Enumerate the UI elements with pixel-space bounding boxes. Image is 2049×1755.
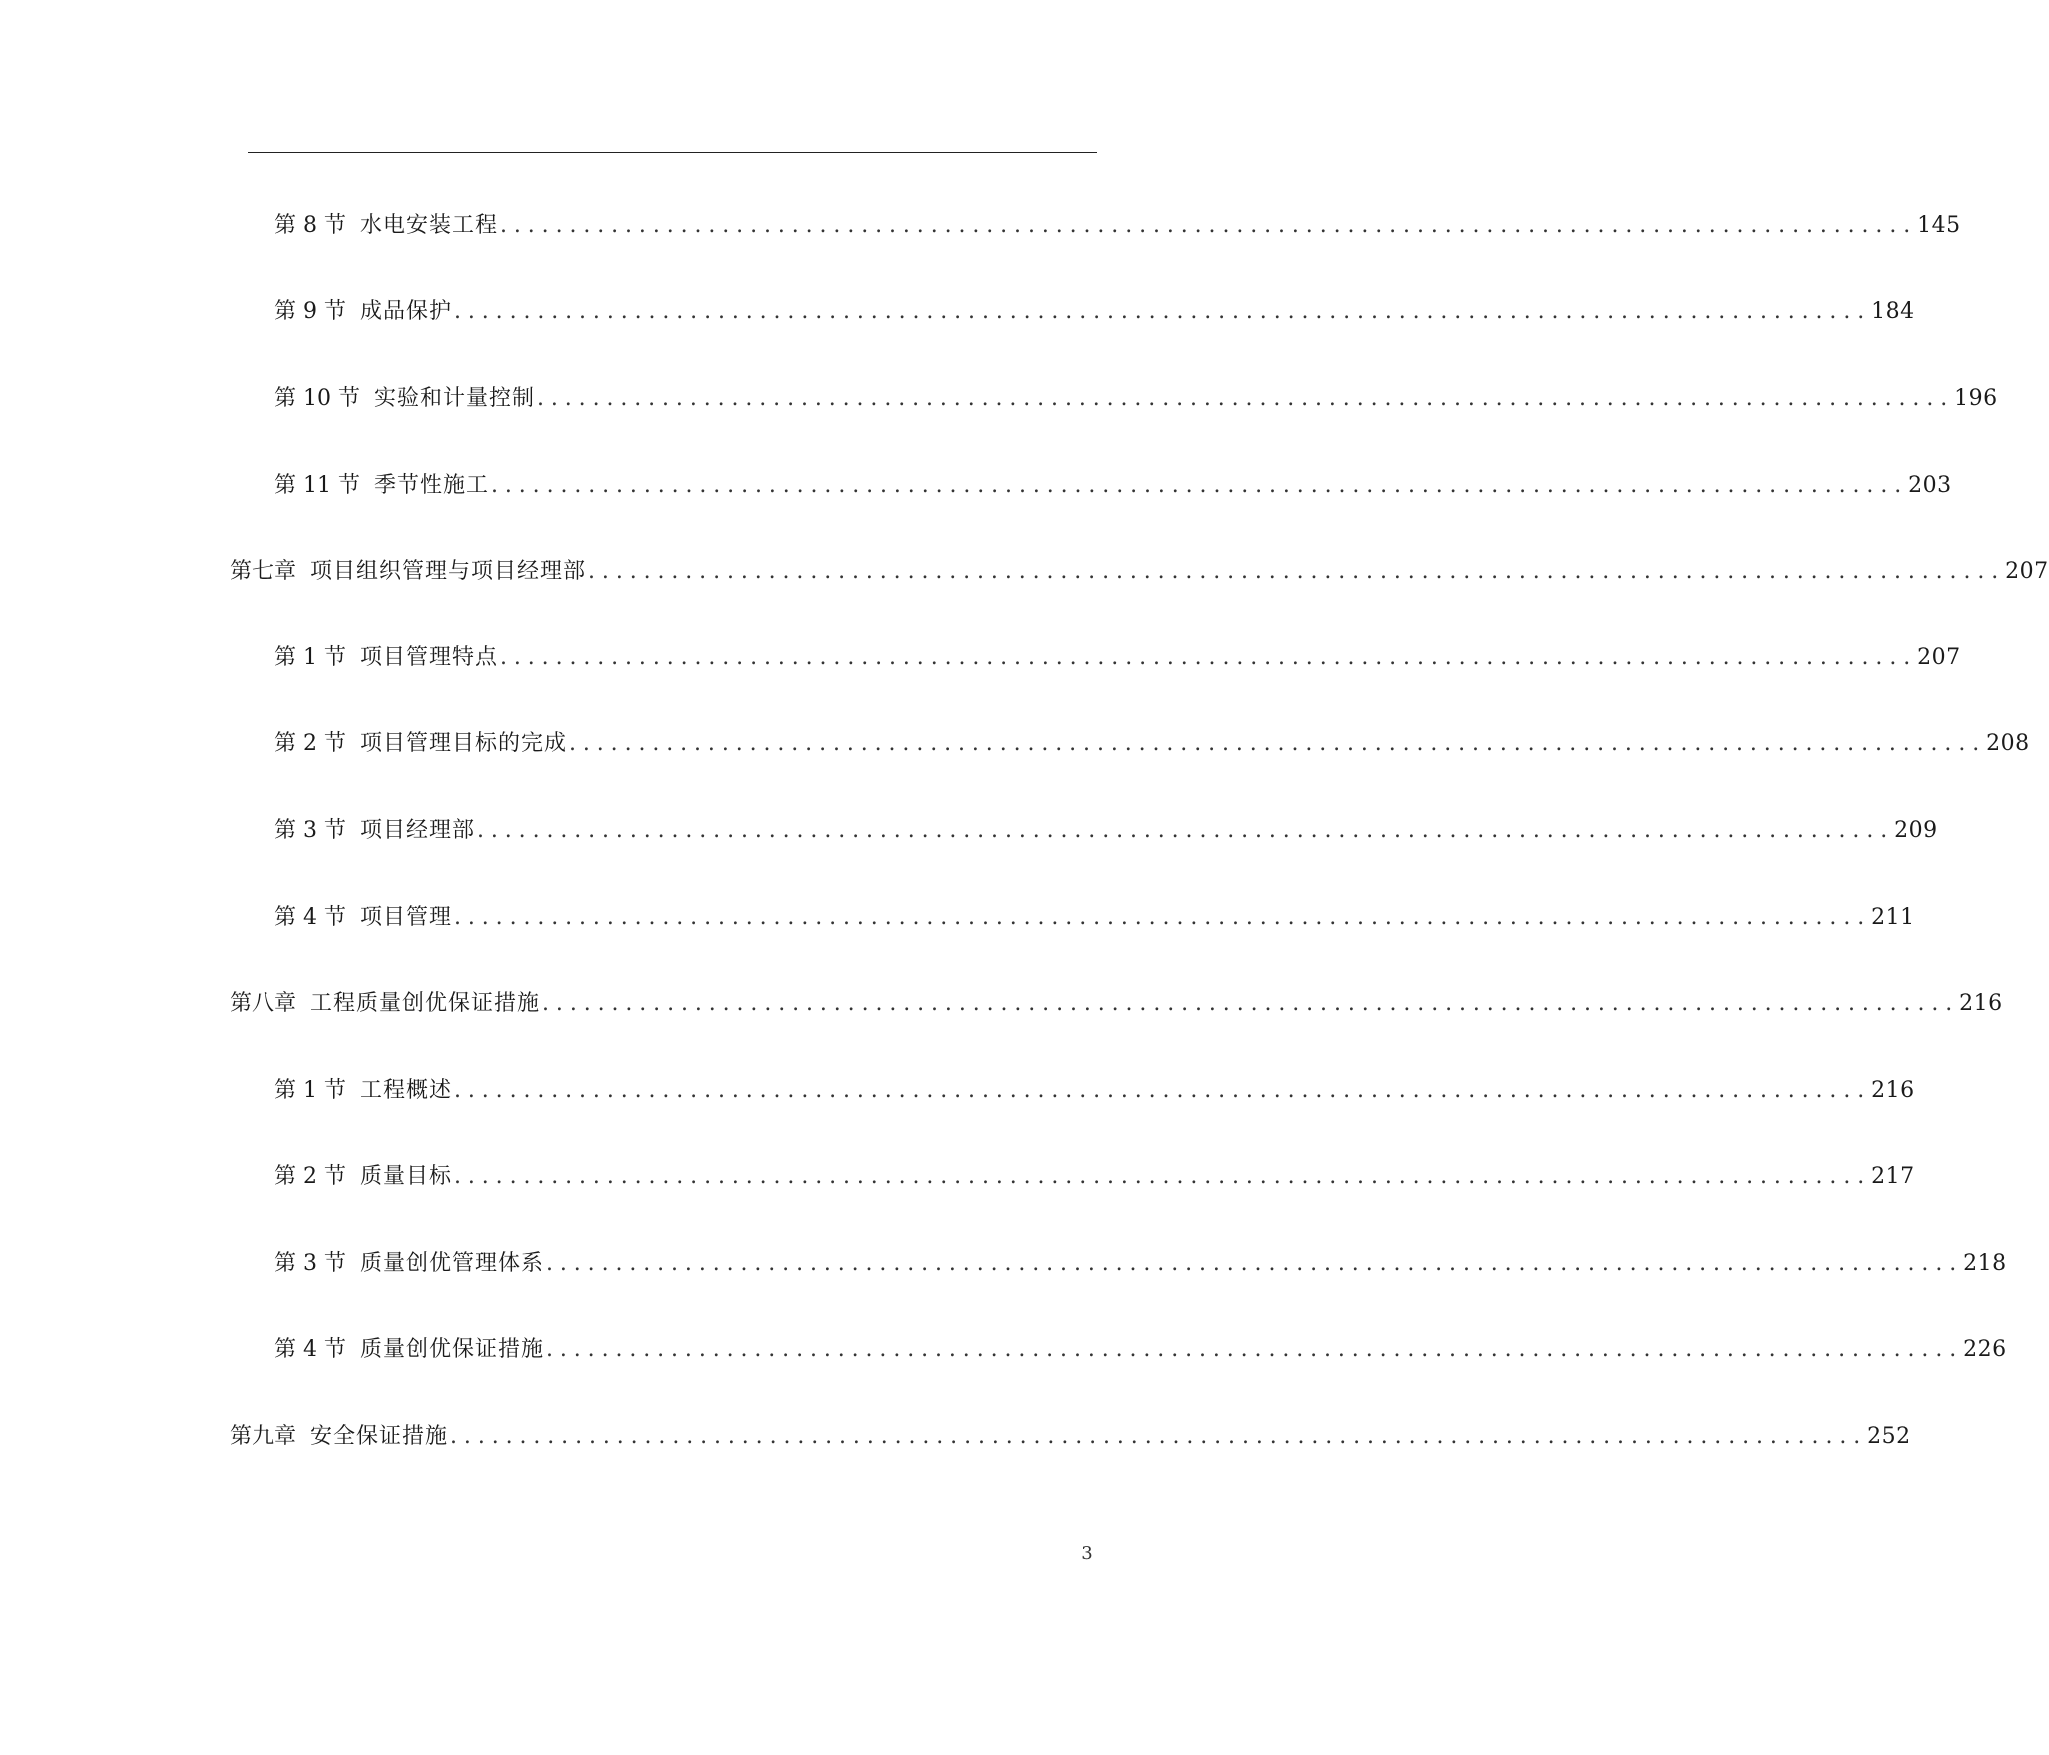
toc-entry[interactable]	[274, 292, 1915, 332]
toc-dot-leader: ......................................................................................................	[588, 559, 2006, 584]
toc-entry[interactable]	[230, 1417, 1911, 1457]
toc-entry[interactable]	[274, 466, 1952, 506]
toc-entry-page: 207	[1917, 645, 1961, 670]
toc-entry-prefix: 第 1 节	[274, 645, 346, 670]
toc-entry[interactable]	[274, 898, 1915, 938]
toc-dot-leader: ......................................................................................................	[454, 299, 1872, 324]
toc-entry-page: 209	[1894, 818, 1938, 843]
toc-entry-title: 项目管理	[359, 905, 452, 930]
toc-dot-leader: ......................................................................................................	[542, 991, 1960, 1016]
toc-dot-leader: ......................................................................................................	[546, 1337, 1964, 1362]
toc-entry[interactable]	[274, 1244, 2007, 1284]
toc-dot-leader: ......................................................................................................	[454, 905, 1872, 930]
toc-entry-page: 252	[1867, 1424, 1911, 1449]
toc-entry-prefix: 第九章	[230, 1424, 297, 1449]
toc-entry-title: 项目经理部	[359, 818, 475, 843]
toc-entry-prefix: 第 1 节	[274, 1078, 346, 1103]
toc-entry-title: 项目管理目标的完成	[359, 731, 567, 756]
toc-entry-title: 实验和计量控制	[373, 386, 535, 411]
toc-entry-page: 226	[1963, 1337, 2007, 1362]
toc-dot-leader: ......................................................................................................	[477, 818, 1895, 843]
toc-entry-title: 季节性施工	[373, 473, 489, 498]
toc-entry-prefix: 第 2 节	[274, 1164, 346, 1189]
toc-entry[interactable]	[274, 811, 1938, 851]
toc-entry[interactable]	[274, 1071, 1915, 1111]
toc-entry-title: 质量创优管理体系	[359, 1251, 544, 1276]
toc-entry-title: 安全保证措施	[310, 1424, 449, 1449]
toc-entry-prefix: 第 10 节	[274, 386, 360, 411]
page-number: 3	[1081, 1543, 1093, 1564]
toc-entry-title: 质量创优保证措施	[359, 1337, 544, 1362]
toc-dot-leader: ......................................................................................................	[500, 213, 1918, 238]
toc-entry-prefix: 第 8 节	[274, 213, 346, 238]
toc-entry-prefix: 第八章	[230, 991, 297, 1016]
toc-entry-prefix: 第 3 节	[274, 818, 346, 843]
toc-dot-leader: ......................................................................................................	[537, 386, 1955, 411]
toc-entry[interactable]	[274, 724, 2030, 764]
toc-entry[interactable]	[274, 206, 1961, 246]
toc-entry-prefix: 第 9 节	[274, 299, 346, 324]
toc-entry-prefix: 第 3 节	[274, 1251, 346, 1276]
toc-entry-prefix: 第 2 节	[274, 731, 346, 756]
toc-entry-title: 项目管理特点	[359, 645, 498, 670]
toc-entry[interactable]	[230, 984, 2003, 1024]
toc-entry-prefix: 第 11 节	[274, 473, 360, 498]
toc-entry-title: 工程概述	[359, 1078, 452, 1103]
toc-entry[interactable]	[230, 552, 2049, 592]
toc-entry-page: 184	[1871, 299, 1915, 324]
toc-entry-page: 218	[1963, 1251, 2007, 1276]
toc-dot-leader: ......................................................................................................	[546, 1251, 1964, 1276]
toc-entry-page: 207	[2005, 559, 2049, 584]
toc-entry[interactable]	[274, 379, 1998, 419]
toc-entry[interactable]	[274, 1330, 2007, 1370]
toc-entry-page: 203	[1908, 473, 1952, 498]
toc-dot-leader: ......................................................................................................	[450, 1424, 1868, 1449]
toc-entry-page: 211	[1871, 905, 1915, 930]
toc-entry[interactable]	[274, 1157, 1915, 1197]
toc-entry-page: 216	[1871, 1078, 1915, 1103]
toc-entry-title: 工程质量创优保证措施	[310, 991, 541, 1016]
toc-entry-page: 145	[1917, 213, 1961, 238]
toc-entry-page: 208	[1986, 731, 2030, 756]
toc-entry-prefix: 第 4 节	[274, 1337, 346, 1362]
toc-dot-leader: ......................................................................................................	[491, 473, 1909, 498]
toc-entry-page: 217	[1871, 1164, 1915, 1189]
toc-entry-title: 质量目标	[359, 1164, 452, 1189]
toc-entry-title: 成品保护	[359, 299, 452, 324]
toc-entry[interactable]	[274, 638, 1961, 678]
toc-entry-page: 196	[1954, 386, 1998, 411]
toc-entry-title: 水电安装工程	[359, 213, 498, 238]
toc-dot-leader: ......................................................................................................	[500, 645, 1918, 670]
toc-entry-prefix: 第 4 节	[274, 905, 346, 930]
toc-entry-title: 项目组织管理与项目经理部	[310, 559, 587, 584]
toc-dot-leader: ......................................................................................................	[454, 1078, 1872, 1103]
toc-dot-leader: ......................................................................................................	[454, 1164, 1872, 1189]
toc-dot-leader: ......................................................................................................	[569, 731, 1987, 756]
toc-entry-prefix: 第七章	[230, 559, 297, 584]
toc-entry-page: 216	[1959, 991, 2003, 1016]
